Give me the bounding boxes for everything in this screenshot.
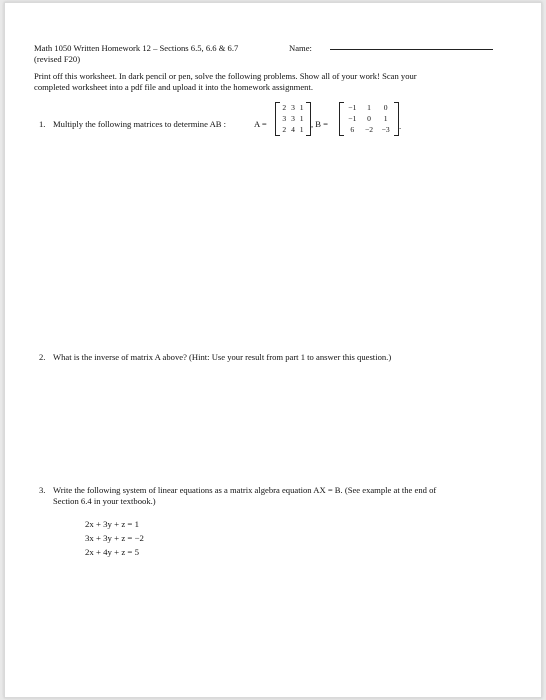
matrix-b-label: , B = <box>311 119 329 129</box>
matrix-a-cell: 3 <box>291 103 295 112</box>
matrix-b-cell: 0 <box>383 103 388 112</box>
problem-2-number: 2. <box>39 352 46 362</box>
matrix-b-cell: 6 <box>350 125 355 134</box>
problem-2-text: What is the inverse of matrix A above? (Hint: Use your result from part 1 to answer this question.) <box>53 352 392 362</box>
matrix-a <box>275 102 311 136</box>
matrix-a-cell: 3 <box>282 114 287 123</box>
matrix-a-cell: 1 <box>299 103 304 112</box>
revision-note: (revised F20) <box>34 54 81 64</box>
problem-3-number: 3. <box>39 485 46 495</box>
equation-2: 3x + 3y + z = −2 <box>85 533 144 543</box>
matrix-b <box>339 102 402 136</box>
name-blank-line <box>330 49 493 50</box>
name-label: Name: <box>289 43 312 53</box>
problem-1-number: 1. <box>39 119 46 129</box>
equation-1: 2x + 3y + z = 1 <box>85 519 139 529</box>
worksheet-page <box>4 2 542 698</box>
problem-3-text-line-1: Write the following system of linear equations as a matrix algebra equation AX = B. (See example at the end of <box>53 485 437 495</box>
problem-1-text: Multiply the following matrices to determine AB : <box>53 119 227 129</box>
problem-3-text-line-2: Section 6.4 in your textbook.) <box>53 496 156 506</box>
matrix-a-cell: 1 <box>299 125 304 134</box>
matrix-b-cell: −2 <box>364 125 374 134</box>
matrix-a-cell: 2 <box>282 125 287 134</box>
matrix-a-cell: 1 <box>299 114 304 123</box>
instructions-line-1: Print off this worksheet. In dark pencil or pen, solve the following problems. Show all of your work! Scan your <box>34 71 417 81</box>
matrix-b-cell: −1 <box>348 114 357 123</box>
matrix-b-cell: 0 <box>367 114 371 123</box>
instructions-line-2: completed worksheet into a pdf file and upload it into the homework assignment. <box>34 82 313 92</box>
equation-3: 2x + 4y + z = 5 <box>85 547 139 557</box>
matrix-a-cell: 2 <box>282 103 287 112</box>
matrix-a-cell: 3 <box>291 114 295 123</box>
matrix-a-cell: 4 <box>291 125 295 134</box>
course-title: Math 1050 Written Homework 12 – Sections 6.5, 6.6 & 6.7 <box>34 43 239 53</box>
matrix-b-cell: 1 <box>383 114 388 123</box>
matrix-b-cell: −3 <box>381 125 390 134</box>
matrix-b-cell: 1 <box>367 103 371 112</box>
matrix-end-period: . <box>399 121 402 131</box>
matrix-b-cell: −1 <box>348 103 357 112</box>
matrix-a-label: A = <box>254 119 267 129</box>
